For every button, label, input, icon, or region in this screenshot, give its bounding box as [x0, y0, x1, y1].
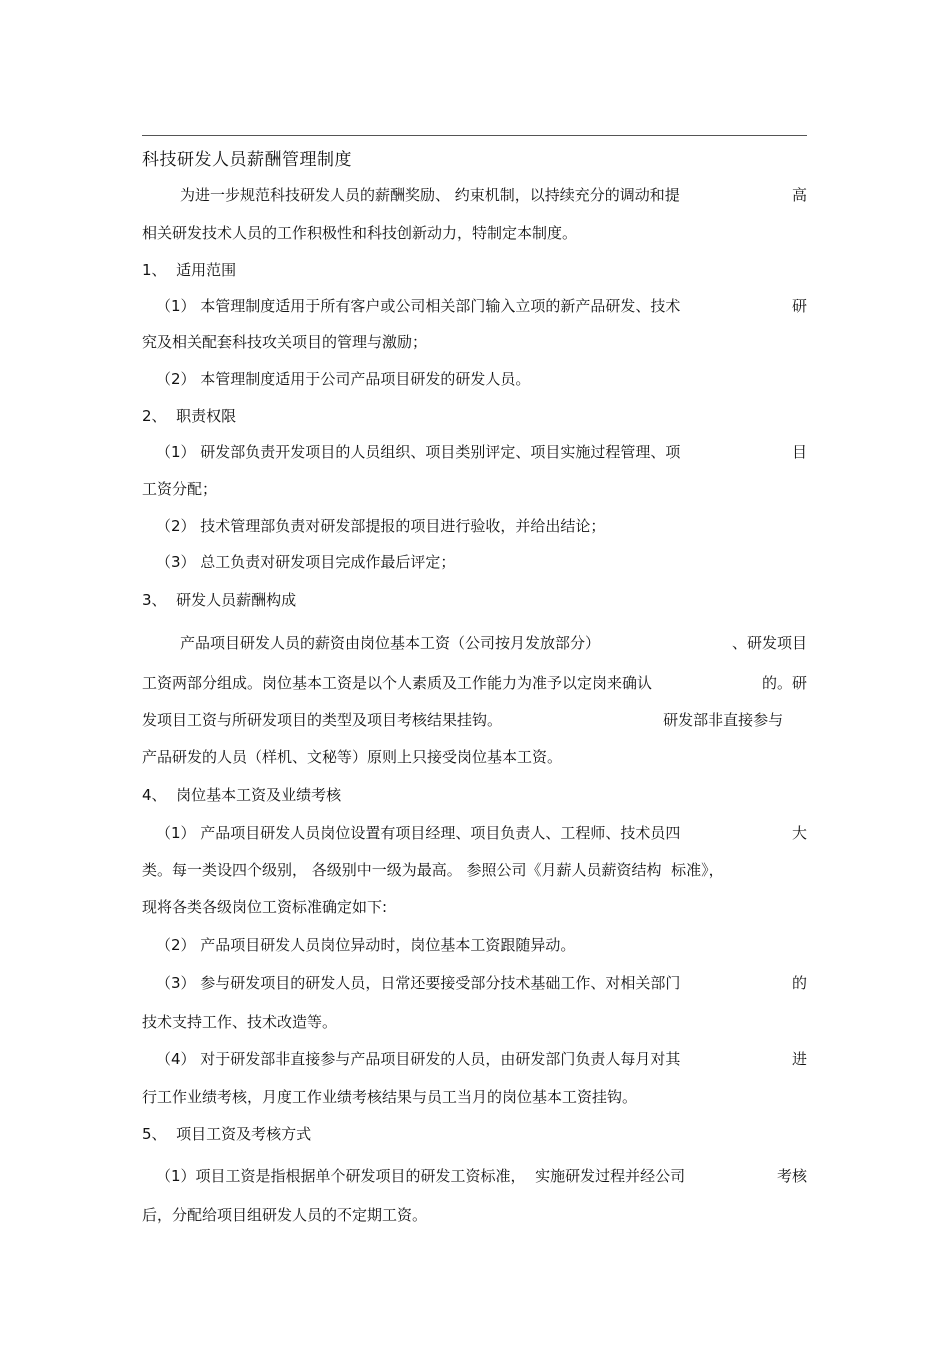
body-line-text: 2、 职责权限 — [142, 407, 237, 425]
body-line-text: 5、 项目工资及考核方式 — [142, 1125, 312, 1143]
body-line — [142, 1166, 807, 1186]
body-line — [142, 185, 807, 205]
body-line-text: （3） 参与研发项目的研发人员，日常还要接受部分技术基础工作、对相关部门 — [156, 974, 681, 992]
body-line-tail: 、研发项目 — [731, 634, 807, 652]
body-line — [142, 747, 807, 767]
body-line-text: （1） 产品项目研发人员岗位设置有项目经理、项目负责人、工程师、技术员四 — [156, 824, 681, 842]
body-line — [142, 785, 807, 805]
body-line — [142, 1087, 807, 1107]
body-line — [142, 860, 807, 880]
header-rule — [142, 135, 807, 136]
body-line-tail: 研 — [791, 297, 807, 315]
body-line — [142, 897, 807, 917]
body-line-tail: 研发部非直接参与 — [663, 711, 807, 729]
body-line-text: 行工作业绩考核，月度工作业绩考核结果与员工当月的岗位基本工资挂钩。 — [142, 1088, 638, 1106]
body-line-text: （1） 本管理制度适用于所有客户或公司相关部门输入立项的新产品研发、技术 — [156, 297, 681, 315]
body-line-text: 工资分配； — [142, 480, 218, 498]
body-line-text: （1） 研发部负责开发项目的人员组织、项目类别评定、项目实施过程管理、项 — [156, 443, 681, 461]
body-line-text: （2） 本管理制度适用于公司产品项目研发的研发人员。 — [156, 370, 531, 388]
body-line — [142, 973, 807, 993]
body-line — [142, 369, 807, 389]
body-line-tail: 的 — [791, 974, 807, 992]
body-line-text: （4） 对于研发部非直接参与产品项目研发的人员，由研发部门负责人每月对其 — [156, 1050, 681, 1068]
body-line-text: 究及相关配套科技攻关项目的管理与激励； — [142, 333, 428, 351]
body-line — [142, 673, 807, 693]
body-line-text: 后，分配给项目组研发人员的不定期工资。 — [142, 1206, 428, 1224]
body-line-tail: 大 — [791, 824, 807, 842]
body-line — [142, 516, 807, 536]
body-line — [142, 1124, 807, 1144]
body-line-text: 产品研发的人员（样机、文秘等）原则上只接受岗位基本工资。 — [142, 748, 563, 766]
body-line — [142, 1049, 807, 1069]
body-line-text: 相关研发技术人员的工作积极性和科技创新动力，特制定本制度。 — [142, 224, 578, 242]
body-line-text: 技术支持工作、技术改造等。 — [142, 1013, 338, 1031]
body-line-text: 4、 岗位基本工资及业绩考核 — [142, 786, 342, 804]
body-line — [142, 710, 807, 730]
body-line-text: 为进一步规范科技研发人员的薪酬奖励、 约束机制，以持续充分的调动和提 — [180, 186, 680, 204]
body-line-text: （1）项目工资是指根据单个研发项目的研发工资标准， 实施研发过程并经公司 — [156, 1167, 686, 1185]
body-line — [142, 590, 807, 610]
document-title: 科技研发人员薪酬管理制度 — [142, 150, 352, 170]
body-line — [142, 552, 807, 572]
body-line — [142, 1205, 807, 1225]
body-line-text: 3、 研发人员薪酬构成 — [142, 591, 297, 609]
body-line — [142, 442, 807, 462]
body-line — [142, 633, 807, 653]
body-line — [142, 406, 807, 426]
body-line — [142, 296, 807, 316]
body-line — [142, 479, 807, 499]
body-line-tail: 目 — [791, 443, 807, 461]
body-line-text: （3） 总工负责对研发项目完成作最后评定； — [156, 553, 456, 571]
body-line-text: 类。每一类设四个级别， 各级别中一级为最高。 参照公司《月薪人员薪资结构 标准》， — [142, 861, 724, 879]
body-line-text: 产品项目研发人员的薪资由岗位基本工资（公司按月发放部分） — [180, 634, 601, 652]
body-line — [142, 1012, 807, 1032]
body-line-text: （2） 技术管理部负责对研发部提报的项目进行验收，并给出结论； — [156, 517, 606, 535]
body-line-text: 现将各类各级岗位工资标准确定如下: — [142, 898, 388, 916]
body-line — [142, 223, 807, 243]
body-line-tail: 高 — [791, 186, 807, 204]
body-line-text: 发项目工资与所研发项目的类型及项目考核结果挂钩。 — [142, 711, 503, 729]
body-line — [142, 332, 807, 352]
body-line-text: 1、 适用范围 — [142, 261, 237, 279]
body-line-tail: 进 — [791, 1050, 807, 1068]
body-line-tail: 考核 — [776, 1167, 807, 1185]
body-line-text: （2） 产品项目研发人员岗位异动时，岗位基本工资跟随异动。 — [156, 936, 576, 954]
body-line — [142, 935, 807, 955]
body-line — [142, 823, 807, 843]
body-line-tail: 的。研 — [761, 674, 807, 692]
body-line-text: 工资两部分组成。岗位基本工资是以个人素质及工作能力为准予以定岗来确认 — [142, 674, 653, 692]
body-line — [142, 260, 807, 280]
